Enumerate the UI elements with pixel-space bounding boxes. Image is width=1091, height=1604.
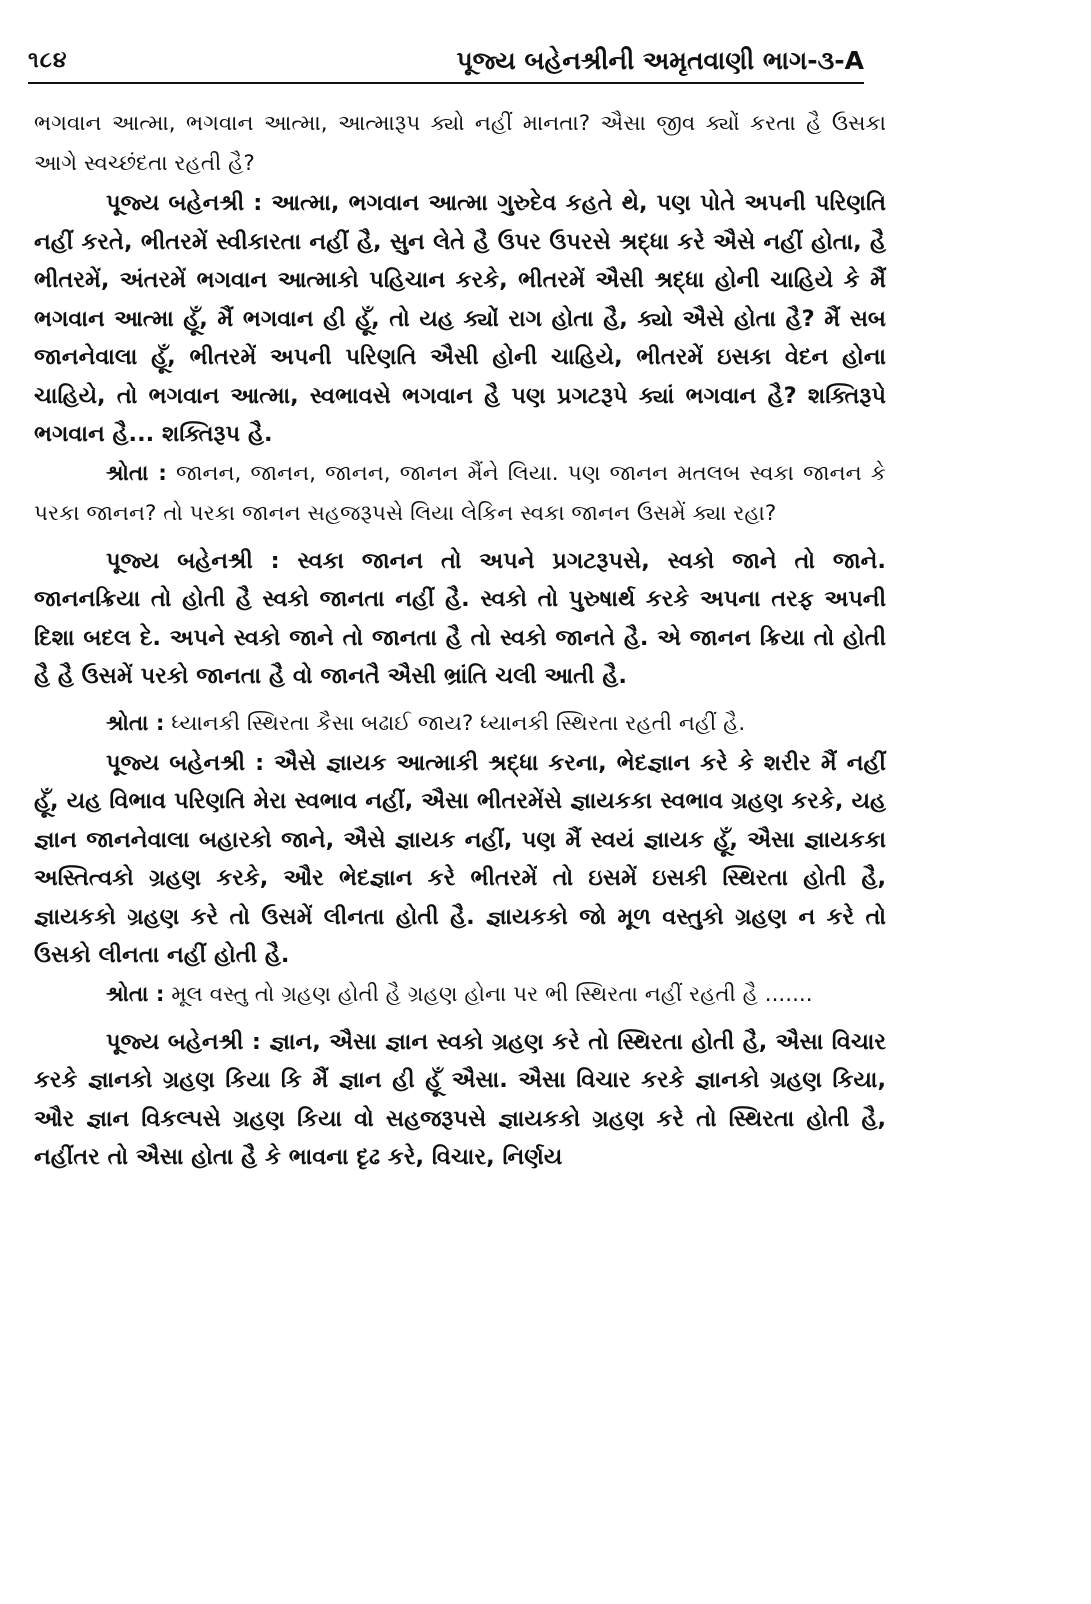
paragraph-question-intro	[34, 104, 886, 184]
paragraph-text: જાનન, જાનન, જાનન, જાનન મૈંને લિયા. પણ જાનન મતલબ સ્વકા જાનન કે પરકા જાનન? તો પરકા જાનન સહજરૂપસે લિયા લેકિન સ્વકા જાનન ઉસમેં ક્યા રહા?	[34, 460, 886, 526]
paragraph-answer	[34, 744, 886, 975]
speaker-label: શ્રોતા :	[106, 981, 165, 1007]
paragraph-text: ઐસે જ્ઞાયક આત્માકી શ્રદ્ધા કરના, ભેદજ્ઞાન કરે કે શરીર મૈં નહીં હૂઁ, યહ વિભાવ પરિણતિ મેરા સ્વભાવ નહીં, ઐસા ભીતરમેંસે જ્ઞાયકકા સ્વભાવ ગ્રહણ કરકે, યહ જ્ઞાન જાનનેવાલા બહારકો જાને, ઐસે જ્ઞાયક નહીં, પણ મૈં સ્વયં જ્ઞાયક હૂઁ, ઐસા જ્ઞાયકકા અસ્તિત્વકો ગ્રહણ કરકે, ઔર ભેદજ્ઞાન કરે ભીતરમેં તો ઇસમેં ઇસકી સ્થિરતા હોતી હૈ, જ્ઞાયકકો ગ્રહણ કરે તો ઉસમેં લીનતા હોતી હૈ. જ્ઞાયકકો જો મૂળ વસ્તુકો ગ્રહણ ન કરે તો ઉસકો લીનતા નહીં હોતી હૈ.	[34, 749, 886, 968]
speaker-label: શ્રોતા :	[106, 460, 167, 486]
paragraph-text: જ્ઞાન, ઐસા જ્ઞાન સ્વકો ગ્રહણ કરે તો સ્થિરતા હોતી હૈ, ઐસા વિચાર કરકે જ્ઞાનકો ગ્રહણ કિયા કિ મૈં જ્ઞાન હી હૂઁ ઐસા. ઐસા વિચાર કરકે જ્ઞાનકો ગ્રહણ કિયા, ઔર જ્ઞાન વિકલ્પસે ગ્રહણ કિયા વો સહજરૂપસે જ્ઞાયકકો ગ્રહણ કરે તો સ્થિરતા હોતી હૈ, નહીંતર તો ઐસા હોતા હૈ કે ભાવના દૃઢ કરે, વિચાર, નિર્ણય	[34, 1028, 886, 1170]
running-title: પૂજ્ય બહેનશ્રીની અમૃતવાણી ભાગ-૩-A	[456, 46, 864, 75]
paragraph-question	[34, 454, 886, 534]
speaker-label: પૂજ્ય બહેનશ્રી :	[106, 547, 280, 574]
paragraph-text: ધ્યાનકી સ્થિરતા કૈસા બઢાઈ જાય? ધ્યાનકી સ્થિરતા રહતી નહીં હૈ.	[171, 710, 746, 736]
page-header	[28, 46, 864, 84]
paragraph-answer	[34, 542, 886, 696]
page-body	[34, 104, 886, 1177]
paragraph-text: સ્વકા જાનન તો અપને પ્રગટરૂપસે, સ્વકો જાને તો જાને. જાનનક્રિયા તો હોતી હૈ સ્વકો જાનતા નહીં હૈ. સ્વકો તો પુરુષાર્થ કરકે અપના તરફ અપની દિશા બદલ દે. અપને સ્વકો જાને તો જાનતા હૈ તો સ્વકો જાનતે હૈ. એ જાનન ક્રિયા તો હોતી હૈ હૈ ઉસમેં પરકો જાનતા હૈ વો જાનતૈ ઐસી ભ્રાંતિ ચલી આતી હૈ.	[34, 547, 887, 689]
paragraph-answer	[34, 1023, 886, 1177]
speaker-label: પૂજ્ય બહેનશ્રી :	[106, 1028, 261, 1055]
paragraph-answer	[34, 184, 886, 454]
paragraph-text: ભગવાન આત્મા, ભગવાન આત્મા, આત્મારૂપ ક્યો નહીં માનતા? ઐસા જીવ ક્યોં કરતા હૈ ઉસકા આગે સ્વચ્છંદતા રહતી હૈ?	[34, 111, 886, 176]
speaker-label: પૂજ્ય બહેનશ્રી :	[106, 749, 265, 776]
paragraph-text: આત્મા, ભગવાન આત્મા ગુરુદેવ કહતે થે, પણ પોતે અપની પરિણતિ નહીં કરતે, ભીતરમેં સ્વીકારતા નહીં હૈ, સુન લેતે હૈ ઉપર ઉપરસે શ્રદ્ધા કરે ઐસે નહીં હોતા, હૈ ભીતરમેં, અંતરમેં ભગવાન આત્માકો પહિચાન કરકે, ભીતરમેં ઐસી શ્રદ્ધા હોની ચાહિયે કે મૈં ભગવાન આત્મા હૂઁ, મૈં ભગવાન હી હૂઁ, તો યહ ક્યોં રાગ હોતા હૈ, ક્યો ઐસે હોતા હૈ? મૈં સબ જાનનેવાલા હૂઁ, ભીતરમેં અપની પરિણતિ ઐસી હોની ચાહિયે, ભીતરમેં ઇસકા વેદન હોના ચાહિયે, તો ભગવાન આત્મા, સ્વભાવસે ભગવાન હૈ પણ પ્રગટરૂપે ક્યાં ભગવાન હૈ? શક્તિરૂપે ભગવાન હૈ... શક્તિરૂપ હૈ.	[34, 190, 886, 447]
speaker-label: શ્રોતા :	[106, 710, 165, 736]
paragraph-text: મૂલ વસ્તુ તો ગ્રહણ હોતી હૈ ગ્રહણ હોના પર ભી સ્થિરતા નહીં રહતી હૈ .......	[171, 981, 813, 1007]
speaker-label: પૂજ્ય બહેનશ્રી :	[106, 190, 263, 216]
page-number: ૧૮૪	[28, 48, 68, 73]
paragraph-question	[34, 704, 886, 744]
paragraph-question	[34, 975, 886, 1015]
